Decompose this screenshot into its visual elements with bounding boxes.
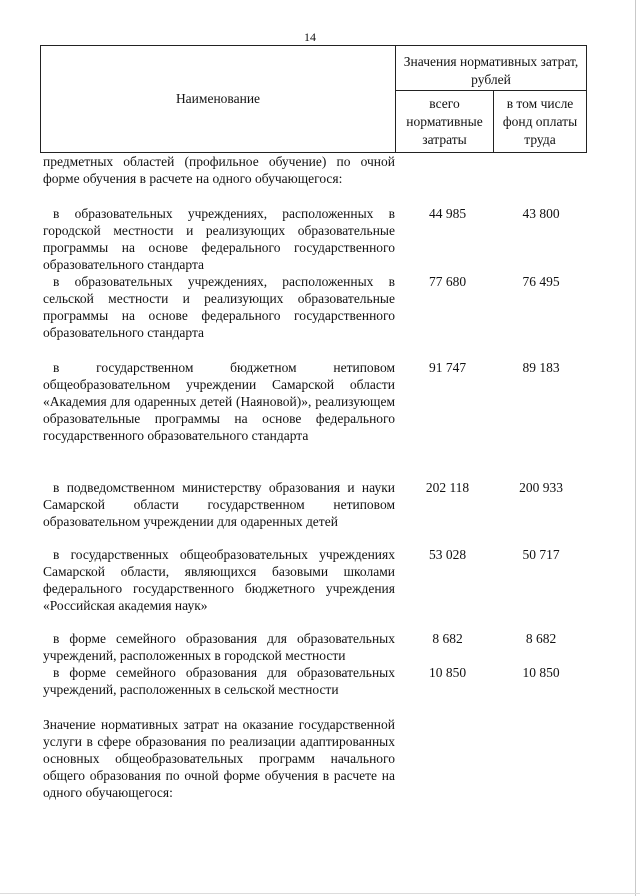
row-total: 44 985 [428,206,467,221]
row-total: 10 850 [428,665,467,680]
row-total: 8 682 [432,631,463,646]
row-wage: 89 183 [522,360,560,375]
header-wage-cell: в том числе фонд оплаты труда [502,96,578,147]
row-label: в форме семейного образования для образовательных учреждений, расположенных в сельской местности [43,665,395,697]
row-total: 77 680 [428,274,467,289]
row-label: в форме семейного образования для образовательных учреждений, расположенных в городской местности [43,631,395,663]
row-wage: 200 933 [519,480,563,495]
row-wage: 76 495 [522,274,560,289]
header-total-cell: всего нормативные затраты [396,91,494,152]
row-wage: 10 850 [522,665,560,680]
scan-edge-bottom [0,893,640,894]
table-header [40,45,587,153]
row-total: 91 747 [428,360,467,375]
page-number: 14 [304,30,316,44]
row-total: 202 118 [425,480,470,495]
scan-edge-right [635,0,636,896]
row-wage: 43 800 [522,206,560,221]
header-name-cell [41,46,396,152]
header-name-label: Наименование [175,91,261,106]
row-label: в государственных общеобразовательных учреждениях Самарской области, являющихся базовыми школами федерального государственного бюджетного учреждения «Российская академия наук» [43,547,395,613]
row-wage: 50 717 [522,547,560,562]
row-label: в образовательных учреждениях, расположенных в сельской местности и реализующих образовательные программы на основе федерального государственного образовательного стандарта [43,274,395,340]
row-label: в подведомственном министерству образования и науки Самарской области государственном нетиповом образовательном учреждении для одаренных детей [43,480,395,529]
row-total: 53 028 [428,547,467,562]
row-wage: 8 682 [525,631,557,646]
intro-text: предметных областей (профильное обучение) по очной форме обучения в расчете на одного обучающегося: [43,154,395,186]
section-text: Значение нормативных затрат на оказание государственной услуги в сфере образования по реализации адаптированных основных общеобразовательных программ начального общего образования по очной форме обучения в расчете на одного обучающегося: [43,717,395,800]
header-values-cell: Значения нормативных затрат, рублей [396,46,586,91]
row-label: в образовательных учреждениях, расположенных в городской местности и реализующих образовательные программы на основе федерального государственного образовательного стандарта [43,206,395,272]
row-label: в государственном бюджетном нетиповом общеобразовательном учреждении Самарской области «Академия для одаренных детей (Наяновой)», реализующем образовательные программы на основе федерального государственного образовательного стандарта [43,360,395,443]
